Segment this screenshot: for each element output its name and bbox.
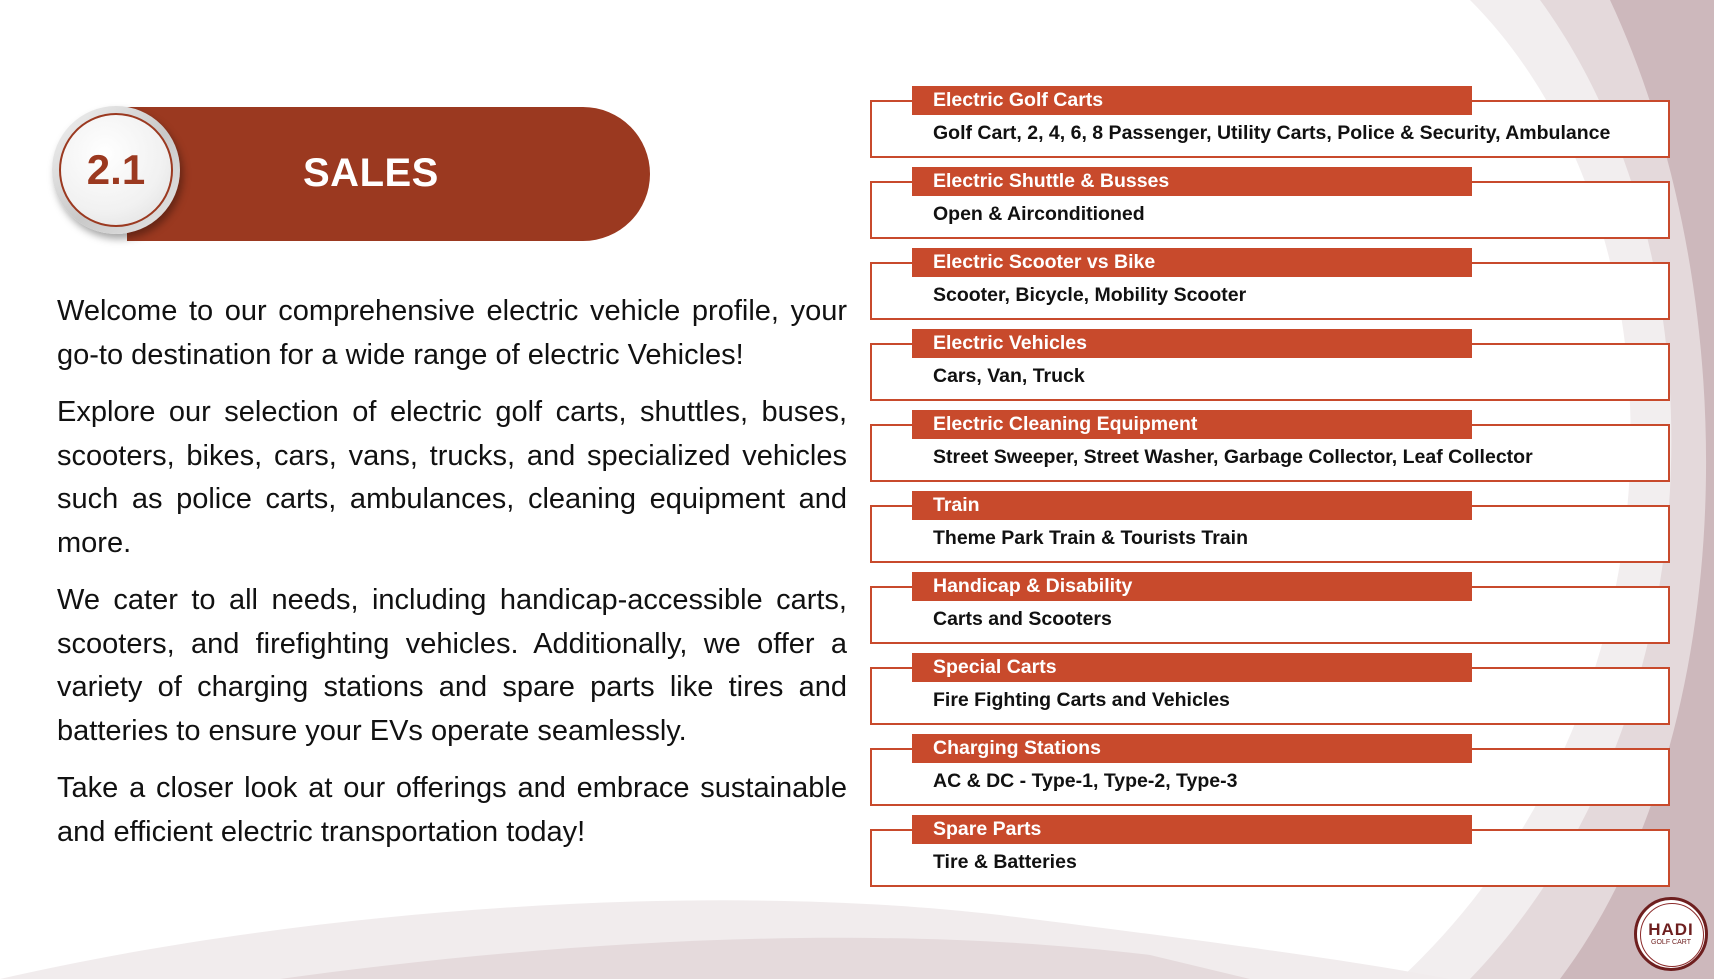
category-description: AC & DC - Type-1, Type-2, Type-3 <box>933 770 1238 792</box>
hadi-logo <box>1634 897 1708 971</box>
category-title: Special Carts <box>912 653 1472 682</box>
category-title: Electric Scooter vs Bike <box>912 248 1472 277</box>
category-title: Electric Golf Carts <box>912 86 1472 115</box>
category-description: Carts and Scooters <box>933 608 1112 630</box>
category-description: Open & Airconditioned <box>933 203 1145 225</box>
logo-subtitle: GOLF CART <box>1651 939 1691 946</box>
category-description: Fire Fighting Carts and Vehicles <box>933 689 1230 711</box>
logo-name: HADI <box>1648 920 1694 939</box>
category-scooter-bike <box>870 248 1674 329</box>
category-title: Charging Stations <box>912 734 1472 763</box>
intro-paragraph: Explore our selection of electric golf carts, shuttles, buses, scooters, bikes, cars, vans, trucks, and specialized vehicles such as police carts, ambulances, cleaning equipment and more. <box>57 396 847 559</box>
category-train <box>870 491 1674 572</box>
section-header <box>52 106 650 242</box>
category-golf-carts <box>870 86 1674 167</box>
category-description: Tire & Batteries <box>933 851 1077 873</box>
intro-paragraph: We cater to all needs, including handicap-accessible carts, scooters, and firefighting vehicles. Additionally, we offer a variety of charging stations and spare parts like tires and batteries to ensure your EVs operate seamlessly. <box>57 584 847 747</box>
section-number-badge <box>52 106 180 234</box>
category-title: Spare Parts <box>912 815 1472 844</box>
category-title: Electric Vehicles <box>912 329 1472 358</box>
category-title: Handicap & Disability <box>912 572 1472 601</box>
category-handicap <box>870 572 1674 653</box>
category-description: Street Sweeper, Street Washer, Garbage Collector, Leaf Collector <box>933 446 1533 468</box>
category-description: Theme Park Train & Tourists Train <box>933 527 1248 549</box>
category-special-carts <box>870 653 1674 734</box>
logo-ring <box>1640 903 1704 967</box>
intro-text <box>57 290 847 868</box>
category-list <box>870 86 1674 896</box>
category-shuttle-busses <box>870 167 1674 248</box>
section-number-ring <box>59 113 173 227</box>
category-title: Electric Cleaning Equipment <box>912 410 1472 439</box>
category-electric-vehicles <box>870 329 1674 410</box>
intro-paragraph: Take a closer look at our offerings and embrace sustainable and efficient electric transportation today! <box>57 772 847 848</box>
section-number: 2.1 <box>86 146 146 193</box>
intro-paragraph: Welcome to our comprehensive electric vehicle profile, your go-to destination for a wide range of electric Vehicles! <box>57 295 847 371</box>
section-title: SALES <box>303 151 439 195</box>
category-description: Golf Cart, 2, 4, 6, 8 Passenger, Utility Carts, Police & Security, Ambulance <box>933 122 1611 144</box>
category-charging-stations <box>870 734 1674 815</box>
category-title: Train <box>912 491 1472 520</box>
category-title: Electric Shuttle & Busses <box>912 167 1472 196</box>
header-bar <box>127 107 650 241</box>
category-description: Scooter, Bicycle, Mobility Scooter <box>933 284 1247 306</box>
category-cleaning-equipment <box>870 410 1674 491</box>
category-spare-parts <box>870 815 1674 896</box>
category-description: Cars, Van, Truck <box>933 365 1085 387</box>
